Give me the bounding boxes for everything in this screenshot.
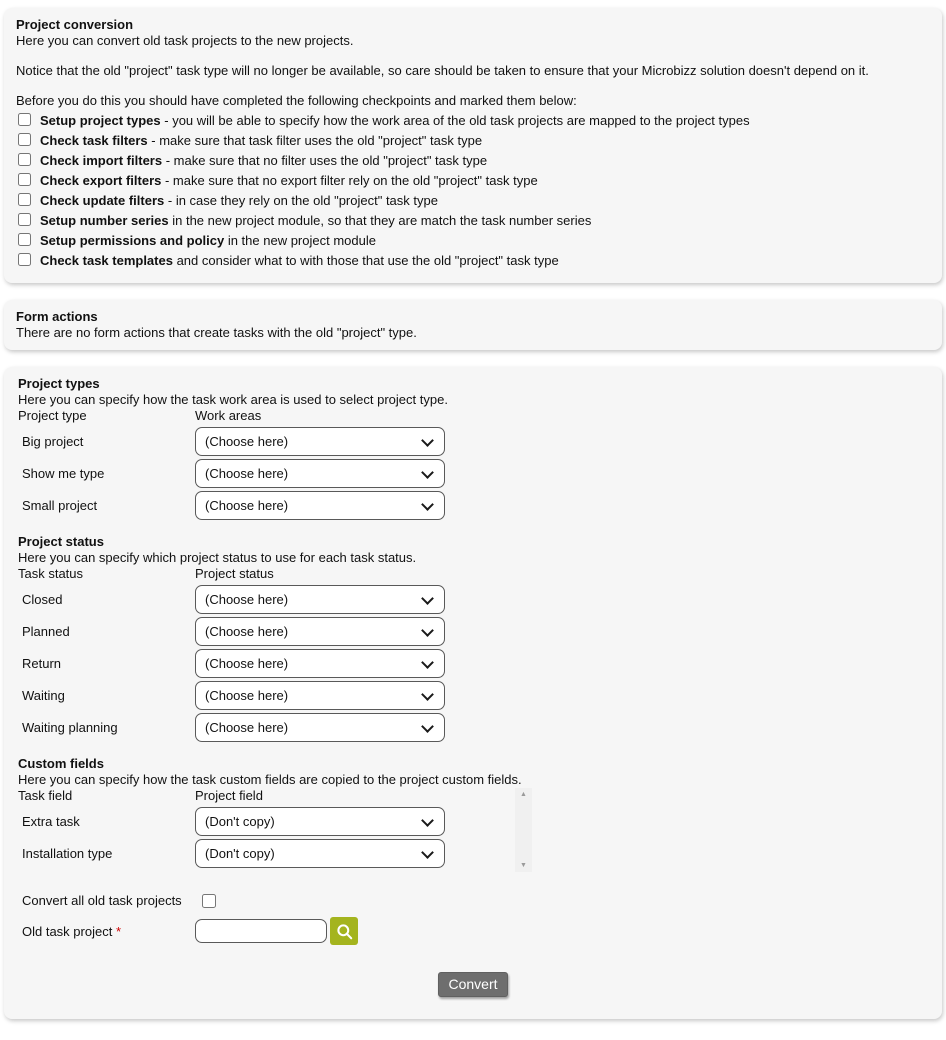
checkpoint-title: Setup permissions and policy xyxy=(40,233,225,248)
checkpoint-desc: - make sure that task filter uses the old "project" task type xyxy=(147,133,483,148)
conversion-intro-text: Here you can convert old task projects to the new projects. xyxy=(16,33,354,48)
convert-all-checkbox[interactable] xyxy=(202,894,216,908)
row-label: Small project xyxy=(22,498,98,513)
checkpoint-checkbox-setup-permissions[interactable] xyxy=(18,233,31,246)
project-type-row-small-project xyxy=(16,491,930,520)
checkpoint-checkbox-setup-project-types[interactable] xyxy=(18,113,31,126)
project-status-select-waiting[interactable] xyxy=(195,681,445,710)
checkpoint-item-check-task-templates[interactable] xyxy=(18,253,930,268)
search-button[interactable] xyxy=(330,917,358,945)
checkpoint-list xyxy=(16,113,930,268)
checkpoint-checkbox-check-task-filters[interactable] xyxy=(18,133,31,146)
column-header-project-field: Project field xyxy=(195,788,263,803)
row-label: Closed xyxy=(22,592,63,607)
checkpoint-title: Check task templates xyxy=(40,253,173,268)
work-areas-select-wrap xyxy=(195,459,445,488)
column-header-project-type: Project type xyxy=(18,408,87,423)
convert-button-row xyxy=(16,972,930,997)
scroll-down-icon[interactable]: ▼ xyxy=(520,862,527,869)
project-status-header-row xyxy=(18,566,930,581)
row-label: Return xyxy=(22,656,62,671)
project-status-select-return[interactable] xyxy=(195,649,445,678)
checkpoint-desc: and consider what to with those that use the old "project" task type xyxy=(172,253,559,268)
project-status-select-wrap xyxy=(195,713,445,742)
project-field-select-wrap xyxy=(195,807,445,836)
section-title-project-status: Project status xyxy=(18,534,104,549)
work-areas-select-big-project[interactable] xyxy=(195,427,445,456)
project-types-header-row xyxy=(18,408,930,423)
project-status-select-closed[interactable] xyxy=(195,585,445,614)
old-task-project-input[interactable] xyxy=(195,919,327,943)
project-status-select-wrap xyxy=(195,585,445,614)
work-areas-select-small-project[interactable] xyxy=(195,491,445,520)
checkpoint-desc: in the new project module xyxy=(224,233,376,248)
custom-field-row-installation-type xyxy=(16,839,532,868)
checkpoint-item-check-import-filters[interactable] xyxy=(18,153,930,168)
form-actions-text: There are no form actions that create tasks with the old "project" type. xyxy=(16,325,417,340)
custom-fields-scroll-region xyxy=(16,788,532,868)
convert-all-row xyxy=(16,893,930,908)
row-label: Installation type xyxy=(22,846,113,861)
bottom-controls xyxy=(16,893,930,945)
project-status-select-wrap xyxy=(195,649,445,678)
checkpoint-item-check-task-filters[interactable] xyxy=(18,133,930,148)
project-status-select-wrap xyxy=(195,681,445,710)
convert-button[interactable]: Convert xyxy=(438,972,507,997)
panel-title-form-actions: Form actions xyxy=(16,309,98,324)
convert-all-label: Convert all old task projects xyxy=(22,893,182,908)
project-status-select-wrap xyxy=(195,617,445,646)
panel-title-project-conversion: Project conversion xyxy=(16,17,134,32)
checkpoint-desc: - in case they rely on the old "project" task type xyxy=(164,193,438,208)
checkpoint-checkbox-check-export-filters[interactable] xyxy=(18,173,31,186)
checkpoint-desc: - make sure that no filter uses the old "project" task type xyxy=(162,153,488,168)
column-header-work-areas: Work areas xyxy=(195,408,262,423)
section-title-custom-fields: Custom fields xyxy=(18,756,104,771)
work-areas-select-show-me-type[interactable] xyxy=(195,459,445,488)
scroll-up-icon[interactable]: ▲ xyxy=(520,791,527,798)
row-label: Waiting xyxy=(22,688,65,703)
row-label: Show me type xyxy=(22,466,105,481)
checkpoint-checkbox-check-import-filters[interactable] xyxy=(18,153,31,166)
section-desc-project-status: Here you can specify which project status to use for each task status. xyxy=(18,550,417,565)
checkpoint-title: Check update filters xyxy=(40,193,165,208)
checkpoint-title: Check import filters xyxy=(40,153,163,168)
project-field-select-installation-type[interactable] xyxy=(195,839,445,868)
status-row-planned xyxy=(16,617,930,646)
form-actions-panel xyxy=(4,300,942,350)
checkpoint-item-check-update-filters[interactable] xyxy=(18,193,930,208)
status-row-return xyxy=(16,649,930,678)
checkpoint-item-setup-number-series[interactable] xyxy=(18,213,930,228)
required-asterisk: * xyxy=(115,923,122,939)
project-type-row-big-project xyxy=(16,427,930,456)
status-row-waiting-planning xyxy=(16,713,930,742)
conversion-form-panel xyxy=(4,367,942,1019)
status-row-waiting xyxy=(16,681,930,710)
column-header-project-status: Project status xyxy=(195,566,274,581)
status-row-closed xyxy=(16,585,930,614)
project-status-select-waiting-planning[interactable] xyxy=(195,713,445,742)
project-field-select-wrap xyxy=(195,839,445,868)
checkpoint-item-setup-permissions[interactable] xyxy=(18,233,930,248)
project-conversion-panel xyxy=(4,8,942,283)
project-status-select-planned[interactable] xyxy=(195,617,445,646)
checkpoint-desc: - make sure that no export filter rely on the old "project" task type xyxy=(161,173,538,188)
checkpoint-item-setup-project-types[interactable] xyxy=(18,113,930,128)
row-label: Waiting planning xyxy=(22,720,118,735)
section-desc-project-types: Here you can specify how the task work area is used to select project type. xyxy=(18,392,448,407)
custom-fields-scrollbar[interactable] xyxy=(515,788,532,872)
checkpoint-desc: in the new project module, so that they are match the task number series xyxy=(168,213,592,228)
checkpoint-checkbox-check-update-filters[interactable] xyxy=(18,193,31,206)
work-areas-select-wrap xyxy=(195,491,445,520)
section-desc-custom-fields: Here you can specify how the task custom fields are copied to the project custom fields. xyxy=(18,772,522,787)
checkpoint-checkbox-check-task-templates[interactable] xyxy=(18,253,31,266)
old-task-project-label: Old task project xyxy=(22,923,113,939)
conversion-notice-text: Notice that the old "project" task type will no longer be available, so care should be taken to ensure that your Microbizz solution doesn't depend on it. xyxy=(16,63,869,78)
checkpoint-title: Setup project types xyxy=(40,113,161,128)
checkpoint-checkbox-setup-number-series[interactable] xyxy=(18,213,31,226)
search-icon xyxy=(335,922,354,941)
section-title-project-types: Project types xyxy=(18,376,100,391)
work-areas-select-wrap xyxy=(195,427,445,456)
row-label: Planned xyxy=(22,624,70,639)
project-type-row-show-me-type xyxy=(16,459,930,488)
custom-field-row-extra-task xyxy=(16,807,532,836)
checkpoint-item-check-export-filters[interactable] xyxy=(18,173,930,188)
checkpoint-title: Setup number series xyxy=(40,213,169,228)
project-field-select-extra-task[interactable] xyxy=(195,807,445,836)
row-label: Extra task xyxy=(22,814,80,829)
checkpoints-intro-text: Before you do this you should have completed the following checkpoints and marked them below: xyxy=(16,93,577,108)
old-task-project-row xyxy=(16,917,930,945)
checkpoint-title: Check task filters xyxy=(40,133,148,148)
custom-fields-header-row xyxy=(18,788,532,803)
column-header-task-status: Task status xyxy=(18,566,84,581)
checkpoint-title: Check export filters xyxy=(40,173,162,188)
column-header-task-field: Task field xyxy=(18,788,73,803)
checkpoint-desc: - you will be able to specify how the work area of the old task projects are mapped to the project types xyxy=(160,113,750,128)
row-label: Big project xyxy=(22,434,84,449)
